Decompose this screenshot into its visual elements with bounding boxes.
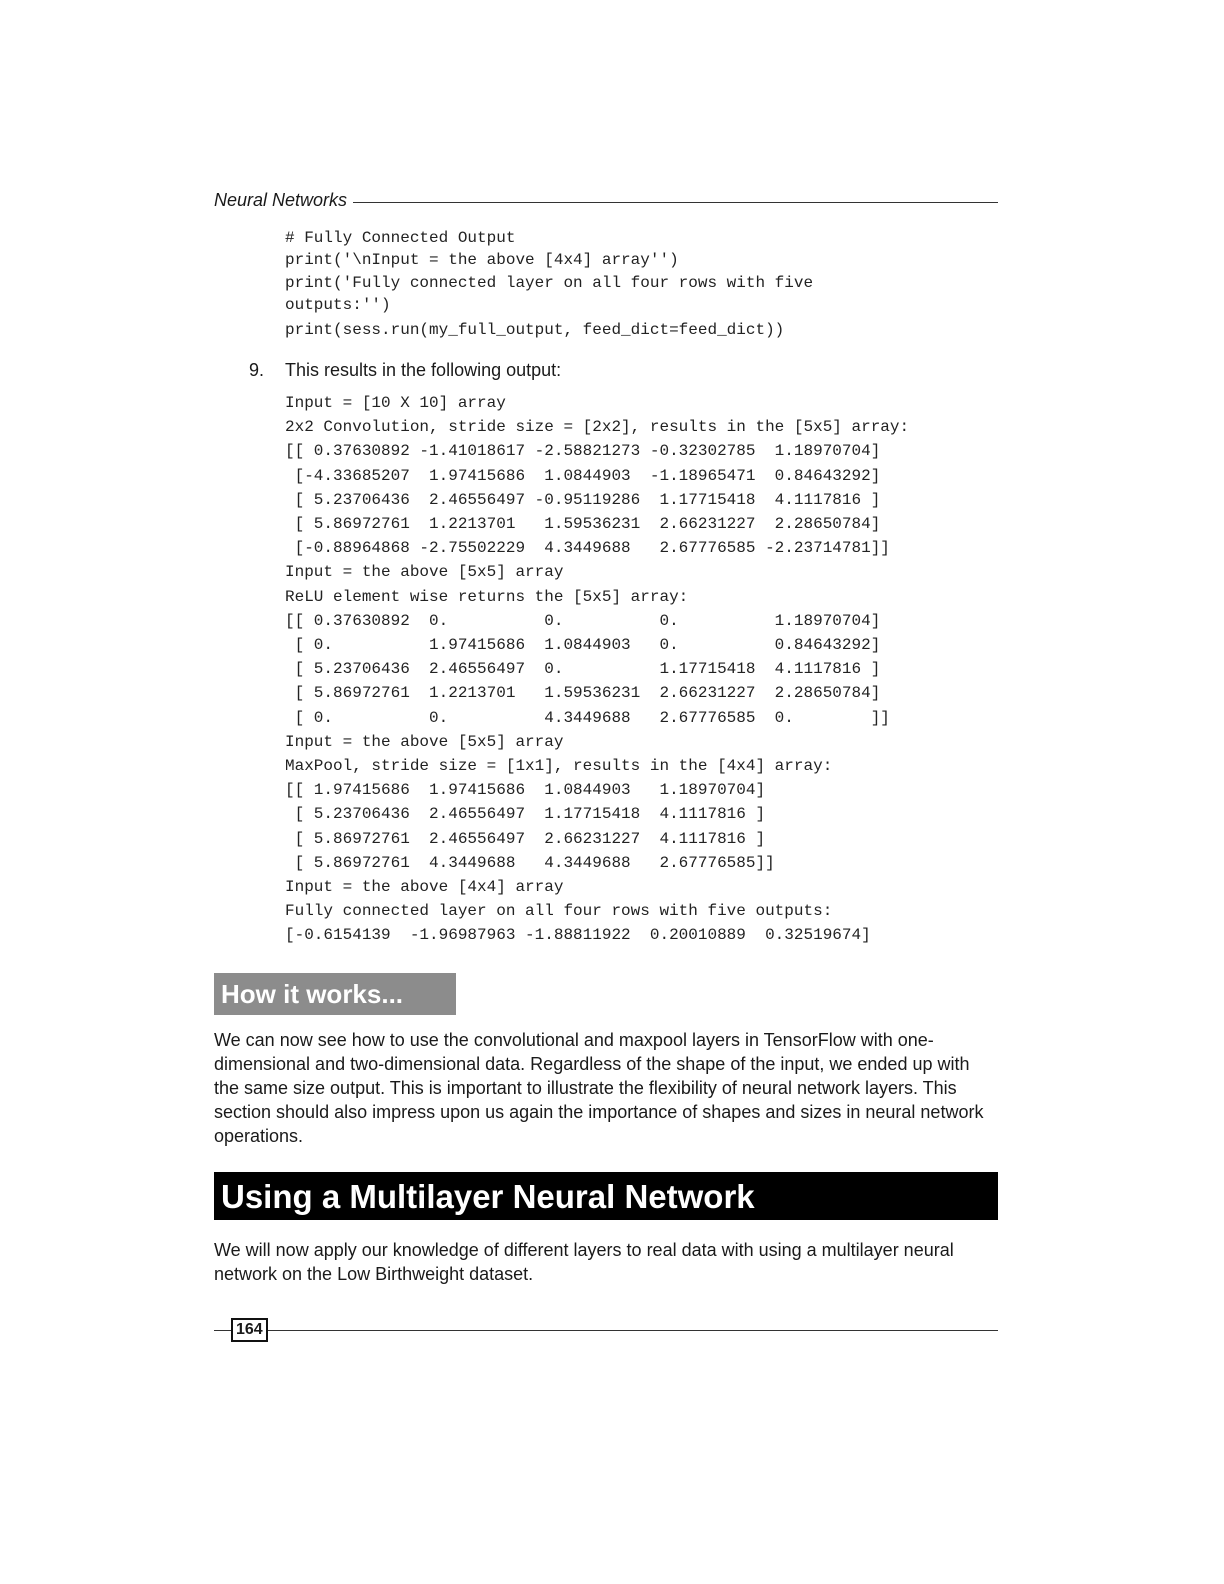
step-number: 9.	[249, 360, 265, 380]
output-line: [-0.6154139 -1.96987963 -1.88811922 0.20010889 0.32519674]	[285, 926, 871, 945]
output-line: [ 5.86972761 1.2213701 1.59536231 2.66231227 2.28650784]	[285, 515, 881, 534]
output-line: [ 5.86972761 2.46556497 2.66231227 4.1117816 ]	[285, 829, 766, 848]
output-line: Input = [10 X 10] array	[285, 394, 506, 412]
output-line: [ 5.23706436 2.46556497 1.17715418 4.1117816 ]	[285, 805, 766, 824]
code-block-fully-connected	[285, 227, 813, 341]
output-line: 2x2 Convolution, stride size = [2x2], results in the [5x5] array:	[285, 418, 910, 437]
output-line: [[ 0.37630892 -1.41018617 -2.58821273 -0.32302785 1.18970704]	[285, 442, 881, 461]
output-line: [[ 0.37630892 0. 0. 0. 1.18970704]	[285, 611, 881, 630]
output-line: ReLU element wise returns the [5x5] array:	[285, 587, 689, 606]
output-line: [-4.33685207 1.97415686 1.0844903 -1.18965471 0.84643292]	[285, 466, 881, 485]
code-line: print('Fully connected layer on all four rows with five	[285, 273, 814, 292]
output-line: Fully connected layer on all four rows with five outputs:	[285, 902, 833, 921]
output-line: [ 5.23706436 2.46556497 -0.95119286 1.17715418 4.1117816 ]	[285, 490, 881, 509]
code-line: print(sess.run(my_full_output, feed_dict=feed_dict))	[285, 320, 785, 339]
output-line: [-0.88964868 -2.75502229 4.3449688 2.67776585 -2.23714781]]	[285, 539, 890, 558]
book-page	[214, 0, 998, 1584]
output-line: [ 0. 1.97415686 1.0844903 0. 0.84643292]	[285, 636, 881, 655]
footer-rule	[214, 1330, 998, 1331]
output-line: Input = the above [5x5] array	[285, 732, 564, 751]
section-heading-how-it-works: How it works...	[214, 973, 456, 1015]
running-header-title: Neural Networks	[214, 190, 353, 211]
code-line: # Fully Connected Output	[285, 229, 516, 247]
body-paragraph-intro: We will now apply our knowledge of different layers to real data with using a multilayer neural network on the Low Birthweight dataset.	[214, 1240, 954, 1284]
output-line: MaxPool, stride size = [1x1], results in the [4x4] array:	[285, 757, 833, 776]
output-line: [ 5.86972761 4.3449688 4.3449688 2.67776585]]	[285, 853, 775, 872]
output-block	[285, 391, 909, 948]
output-line: [ 5.23706436 2.46556497 0. 1.17715418 4.1117816 ]	[285, 660, 881, 679]
output-line: [ 0. 0. 4.3449688 2.67776585 0. ]]	[285, 708, 890, 727]
chapter-heading: Using a Multilayer Neural Network	[214, 1172, 998, 1220]
page-footer	[214, 1317, 998, 1343]
body-paragraph: We can now see how to use the convolutional and maxpool layers in TensorFlow with one-dimensional and two-dimensional data. Regardless of the shape of the input, we ended up with the same size output. This is important to illustrate the flexibility of neural network layers. This section should also impress upon us again the importance of shapes and sizes in neural network operations.	[214, 1030, 984, 1146]
output-line: [ 5.86972761 1.2213701 1.59536231 2.66231227 2.28650784]	[285, 684, 881, 703]
running-header	[214, 188, 998, 212]
step-text: This results in the following output:	[285, 360, 562, 380]
code-line: print('\nInput = the above [4x4] array'')	[285, 251, 679, 270]
page-number: 164	[231, 1318, 268, 1342]
output-line: [[ 1.97415686 1.97415686 1.0844903 1.18970704]	[285, 781, 766, 800]
numbered-step	[249, 360, 561, 381]
code-line: outputs:'')	[285, 296, 391, 315]
output-line: Input = the above [5x5] array	[285, 563, 564, 582]
output-line: Input = the above [4x4] array	[285, 878, 564, 897]
